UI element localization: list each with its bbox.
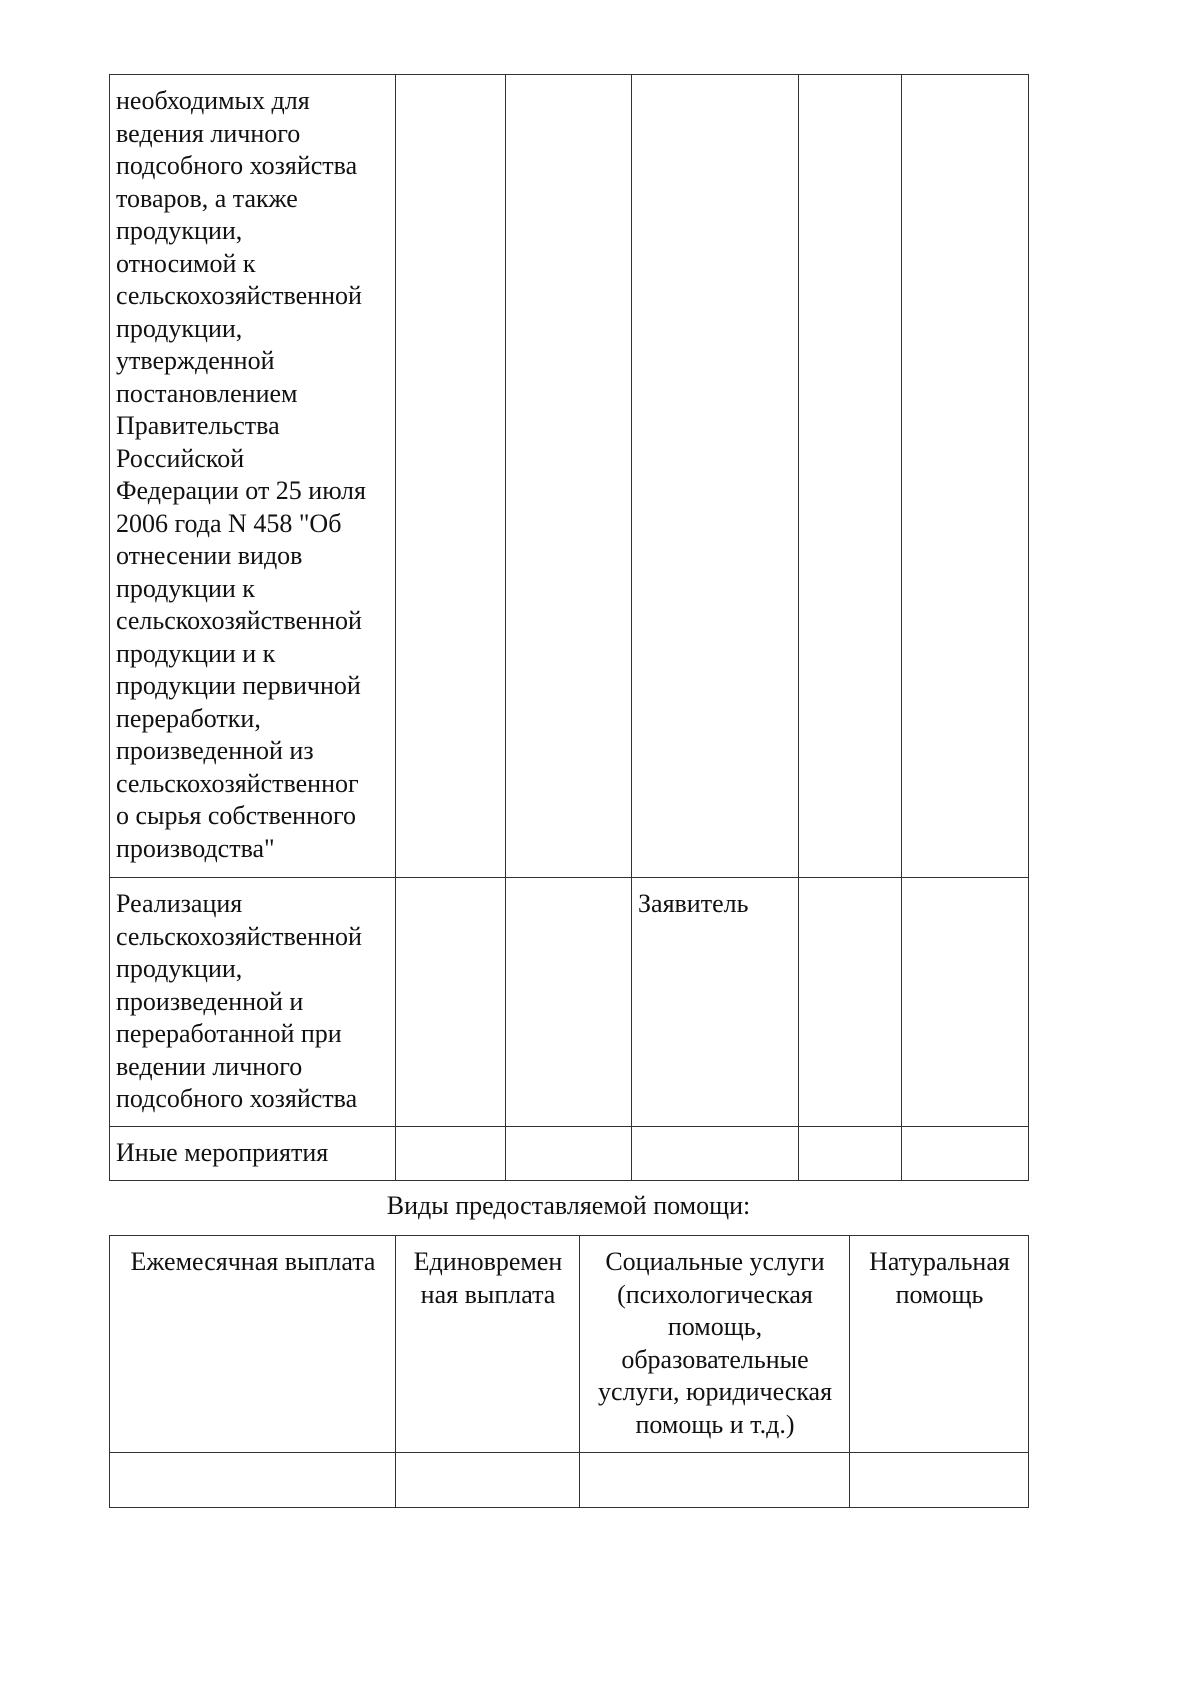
- table-cell: [632, 1127, 799, 1181]
- table-cell: [580, 1453, 850, 1508]
- table-row: [110, 75, 1029, 878]
- help-types-caption: Виды предоставляемой помощи:: [386, 1191, 751, 1220]
- table-cell: [396, 75, 506, 878]
- performer-cell: Заявитель: [632, 878, 799, 1127]
- header-monthly-payment: [110, 1236, 396, 1453]
- activity-text: необходимых для ведения личного подсобного хозяйства товаров, а также продукции, относимой к сельскохозяйственной продукции, утвержденной постановлением Правительства Российской Федерации от 25 июля 2006 года N 458 "Об отнесении видов продукции к сельскохозяйственной продукции и к продукции первичной переработки, произведенной из сельскохозяйственног о сырья собственного производства": [116, 86, 366, 863]
- help-types-table: [109, 1235, 1029, 1508]
- table-cell: [506, 1127, 632, 1181]
- activities-table: [109, 74, 1029, 1181]
- table-cell: [799, 75, 902, 878]
- activity-text: Реализация сельскохозяйственной продукции, произведенной и переработанной при ведении личного подсобного хозяйства: [116, 889, 362, 1113]
- activity-cell: [110, 878, 396, 1127]
- table-cell: [506, 75, 632, 878]
- header-text: Единовремен ная выплата: [413, 1247, 563, 1309]
- activity-text: Иные мероприятия: [116, 1138, 329, 1167]
- activity-cell: [110, 75, 396, 878]
- header-lump-sum-payment: [396, 1236, 580, 1453]
- header-text: Социальные услуги (психологическая помощь, образовательные услуги, юридическая помощь и т.д.): [597, 1247, 833, 1439]
- table-cell: [632, 75, 799, 878]
- table-row: [110, 878, 1029, 1127]
- table-cell: [396, 1127, 506, 1181]
- table-cell: [902, 1127, 1029, 1181]
- table-cell: [799, 1127, 902, 1181]
- header-text: Натуральная помощь: [869, 1247, 1010, 1309]
- header-in-kind-help: [850, 1236, 1029, 1453]
- table-row: [110, 1453, 1029, 1508]
- table-cell: [396, 1453, 580, 1508]
- header-social-services: [580, 1236, 850, 1453]
- table-cell: [506, 878, 632, 1127]
- table-cell: [902, 878, 1029, 1127]
- table-cell: [396, 878, 506, 1127]
- table-row: [110, 1127, 1029, 1181]
- activity-cell: [110, 1127, 396, 1181]
- header-text: Ежемесячная выплата: [130, 1247, 376, 1276]
- table-header-row: [110, 1236, 1029, 1453]
- table-cell: [902, 75, 1029, 878]
- table-cell: [110, 1453, 396, 1508]
- table-cell: [799, 878, 902, 1127]
- table-cell: [850, 1453, 1029, 1508]
